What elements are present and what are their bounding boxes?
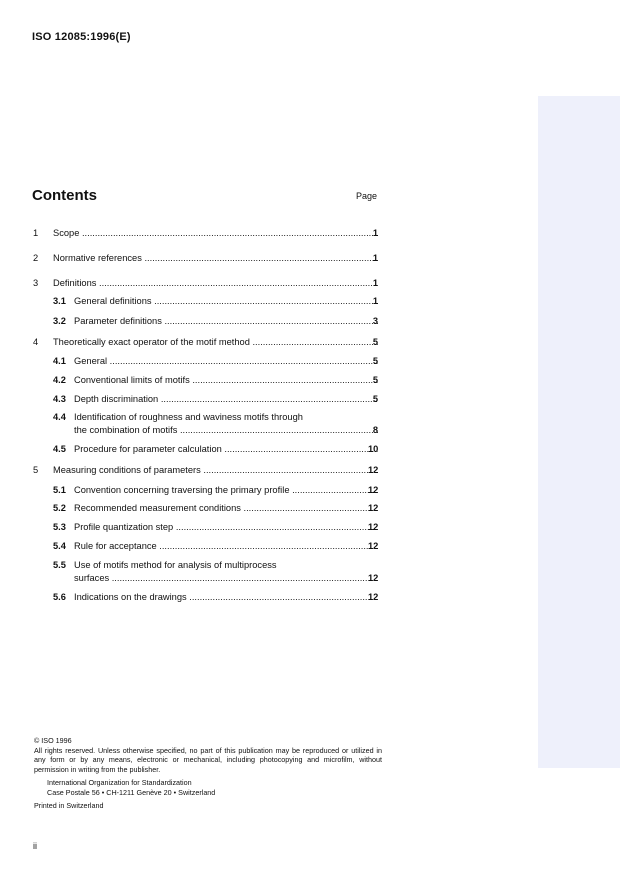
toc-entry-number: 5 bbox=[33, 465, 39, 475]
copyright-line: © ISO 1996 bbox=[34, 736, 72, 745]
toc-entry-title: Convention concerning traversing the primary profile ..... bbox=[74, 484, 378, 497]
toc-entry-page: 1 bbox=[372, 228, 378, 238]
document-id: ISO 12085:1996(E) bbox=[32, 31, 131, 43]
toc-entry-page: 12 bbox=[368, 522, 379, 532]
toc-entry-number: 4.2 bbox=[53, 375, 66, 385]
toc-entry-title: surfaces ..... bbox=[74, 572, 378, 585]
toc-entry-title: Parameter definitions ..... bbox=[74, 315, 378, 328]
toc-entry-title: Rule for acceptance ..... bbox=[74, 540, 378, 553]
toc-entry-number: 5.4 bbox=[53, 541, 66, 551]
toc-entry-number: 5.3 bbox=[53, 522, 66, 532]
toc-entry-number: 3.2 bbox=[53, 316, 66, 326]
contents-title: Contents bbox=[32, 187, 97, 204]
copyright-notice bbox=[34, 736, 382, 811]
toc-entry-page: 12 bbox=[368, 592, 379, 602]
toc-entry-number: 4.3 bbox=[53, 394, 66, 404]
toc-entry-number: 5.6 bbox=[53, 592, 66, 602]
page-number: ii bbox=[33, 841, 37, 851]
rights-statement: All rights reserved. Unless otherwise specified, no part of this publication may be reproduced or utilized in any form or by any means, electronic or mechanical, including photocopying and microfilm, without permission in writing from the publisher. bbox=[34, 745, 382, 774]
toc-entry-page: 1 bbox=[372, 278, 378, 288]
toc-entry-title: General ..... bbox=[74, 355, 378, 368]
toc-entry-page: 12 bbox=[368, 541, 379, 551]
toc-entry-title: Normative references ..... bbox=[53, 252, 378, 265]
toc-entry-page: 12 bbox=[368, 465, 379, 475]
toc-entry-title: Indications on the drawings ..... bbox=[74, 591, 378, 604]
toc-entry-number: 4.5 bbox=[53, 444, 66, 454]
toc-entry-title: Conventional limits of motifs ..... bbox=[74, 374, 378, 387]
toc-entry-title-line1: Identification of roughness and waviness motifs through bbox=[74, 412, 303, 422]
toc-entry-number: 3.1 bbox=[53, 296, 66, 306]
toc-entry-number: 5.2 bbox=[53, 503, 66, 513]
toc-entry-title: General definitions ..... bbox=[74, 295, 378, 308]
toc-entry-page: 3 bbox=[372, 316, 378, 326]
toc-entry-page: 12 bbox=[368, 503, 379, 513]
toc-entry-title: Definitions ..... bbox=[53, 277, 378, 290]
page-column-label: Page bbox=[356, 191, 378, 201]
toc-entry-page: 1 bbox=[372, 253, 378, 263]
toc-entry-number: 4.4 bbox=[53, 412, 66, 422]
toc-entry-title: Theoretically exact operator of the motif method ..... bbox=[53, 336, 378, 349]
toc-entry-title: Profile quantization step ..... bbox=[74, 521, 378, 534]
toc-entry-page: 5 bbox=[372, 375, 378, 385]
toc-entry-number: 1 bbox=[33, 228, 39, 238]
toc-entry-title-line1: Use of motifs method for analysis of multiprocess bbox=[74, 560, 277, 570]
toc-entry-number: 5.1 bbox=[53, 485, 66, 495]
toc-entry-number: 4 bbox=[33, 337, 39, 347]
toc-entry-page: 5 bbox=[372, 337, 378, 347]
toc-entry-page: 12 bbox=[368, 485, 379, 495]
toc-entry-number: 2 bbox=[33, 253, 39, 263]
toc-entry-page: 5 bbox=[372, 394, 378, 404]
toc-entry-title: Scope ..... bbox=[53, 227, 378, 240]
toc-entry-page: 10 bbox=[368, 444, 379, 454]
organization-address: Case Postale 56 • CH-1211 Genève 20 • Switzerland bbox=[47, 787, 216, 797]
toc-entry-page: 5 bbox=[372, 356, 378, 366]
toc-entry-page: 1 bbox=[372, 296, 378, 306]
toc-entry-title: Recommended measurement conditions ..... bbox=[74, 502, 378, 515]
toc-entry-title: Procedure for parameter calculation ..... bbox=[74, 443, 378, 456]
toc-entry-page: 12 bbox=[368, 573, 379, 583]
toc-entry-number: 4.1 bbox=[53, 356, 66, 366]
toc-entry-page: 8 bbox=[372, 425, 378, 435]
toc-entry-title: the combination of motifs ..... bbox=[74, 424, 378, 437]
toc-entry-number: 3 bbox=[33, 278, 39, 288]
printed-in: Printed in Switzerland bbox=[34, 801, 104, 810]
toc-entry-number: 5.5 bbox=[53, 560, 66, 570]
toc-entry-title: Depth discrimination ..... bbox=[74, 393, 378, 406]
organization-name: International Organization for Standardization bbox=[47, 778, 192, 787]
side-margin-panel bbox=[538, 96, 620, 768]
toc-entry-title: Measuring conditions of parameters ..... bbox=[53, 464, 378, 477]
